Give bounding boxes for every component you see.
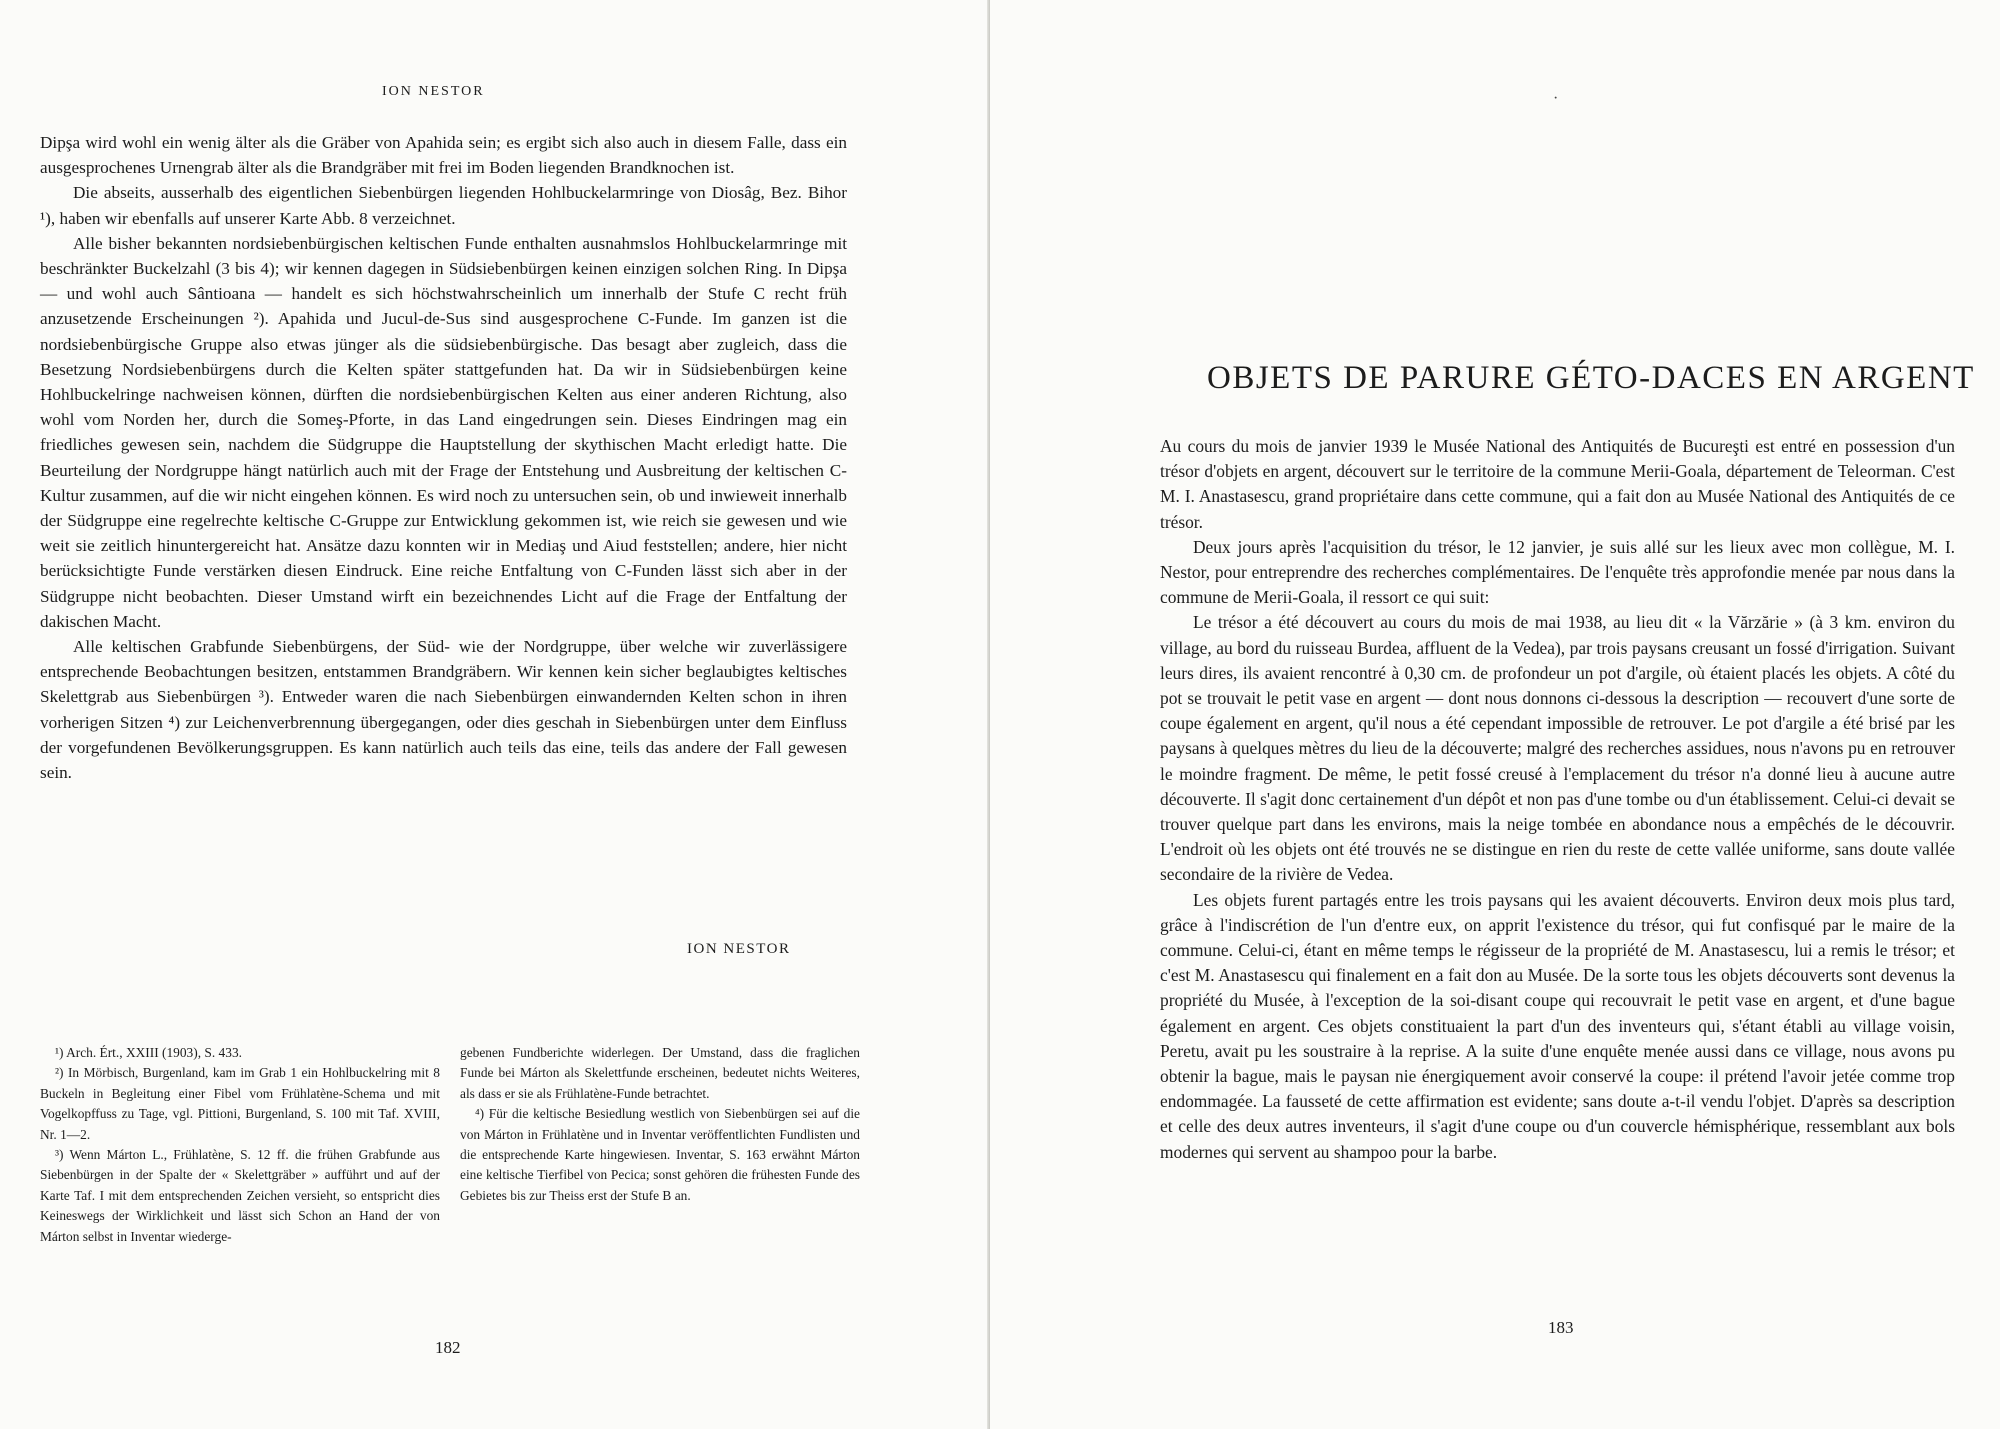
paragraph: Die abseits, ausserhalb des eigentlichen Siebenbürgen liegenden Hohlbuckelarmringe von Diosâg, Bez. Bihor ¹), haben wir ebenfalls auf unserer Karte Abb. 8 verzeichnet. (40, 183, 847, 228)
paragraph: Dipşa wird wohl ein wenig älter als die Gräber von Apahida sein; es ergibt sich also auch in diesem Falle, dass ein ausgesprochenes Urnengrab älter als die Brandgräber mit frei im Boden liegenden Brandknochen ist. (40, 133, 847, 178)
right-page (990, 0, 2000, 1429)
footnote: gebenen Fundberichte widerlegen. Der Umstand, dass die fraglichen Funde bei Márton als Skelettfunde erscheinen, bedeutet nichts Weiteres, als dass er sie als Frühlatène-Funde betrachtet. (460, 1045, 860, 1101)
paragraph: Alle bisher bekannten nordsiebenbürgischen keltischen Funde enthalten ausnahmslos Hohlbuckelarmringe mit beschränkter Buckelzahl (3 bis 4); wir kennen dagegen in Südsiebenbürgen keinen einzigen solchen Ring. In Dipşa — und wohl auch Sântioana — handelt es sich höchstwahrscheinlich um innerhalb der Stufe C recht früh anzusetzende Erscheinungen ²). Apahida und Jucul-de-Sus sind ausgesprochene C-Funde. Im ganzen ist die nordsiebenbürgische Gruppe also etwas jünger als die südsiebenbürgische. Das besagt aber zugleich, dass die Besetzung Nordsiebenbürgens durch die Kelten später stattgefunden hat. Da wir in Südsiebenbürgen keine Hohlbuckelringe nachweisen können, dürften die nordsiebenbürgischen Kelten aus einer anderen Richtung, also wohl vom Norden her, durch die Someş-Pforte, in das Land eingedrungen sein. Dieses Eindringen mag ein friedliches gewesen sein, nachdem die Südgruppe die Hauptstellung der skythischen Macht erledigt hatte. Die Beurteilung der Nordgruppe hängt natürlich auch mit der Frage der Entstehung und Ausbreitung der keltischen C-Kultur zusammen, auf die wir nicht eingehen können. Es wird noch zu untersuchen sein, ob und inwieweit innerhalb der Südgruppe eine regelrechte keltische C-Gruppe zur Entwicklung gekommen ist, wie reich sie gewesen und wie weit sie zeitlich hinuntergereicht hat. Ansätze dazu konnten wir in Mediaş und Aiud feststellen; andere, hier nicht berücksichtigte Funde verstärken diesen Eindruck. Eine reiche Entfaltung von C-Funden lässt sich aber in der Südgruppe nicht beobachten. Dieser Umstand wirft ein bezeichnendes Licht auf die Frage der Entfaltung der dakischen Macht. (40, 233, 847, 631)
paragraph: Le trésor a été découvert au cours du mois de mai 1938, au lieu dit « la Vărzărie » (à 3 km. environ du village, au bord du ruisseau Burdea, affluent de la Vedea), par trois paysans creusant un fossé d'irrigation. Suivant leurs dires, ils avaient rencontré à 0,30 cm. de profondeur un pot d'argile, où étaient placés les objets. A côté du pot se trouvait le petit vase en argent — dont nous donnons ci-dessous la description — recouvert d'une sorte de coupe également en argent, qu'il nous a été cependant impossible de retrouver. Le pot d'argile a été brisé par les paysans à quelques mètres du lieu de la découverte; malgré des recherches assidues, nous n'avons pu en retrouver le moindre fragment. De même, le petit fossé creusé à l'emplacement du trésor n'a donné lieu à aucune autre découverte. Il s'agit donc certainement d'un dépôt et non pas d'une tombe ou d'un établissement. Celui-ci devait se trouver quelque part dans les environs, mais la neige tombée en abondance nous a empêchés de le découvrir. L'endroit où les objets ont été trouvés ne se distingue en rien du reste de cette vallée uniforme, sans doute vallée secondaire de la rivière de Vedea. (1160, 612, 1955, 885)
paragraph: Deux jours après l'acquisition du trésor, le 12 janvier, je suis allé sur les lieux avec mon collègue, M. I. Nestor, pour entreprendre des recherches complémentaires. De l'enquête très approfondie menée par nous dans la commune de Merii-Goala, il ressort ce qui suit: (1160, 536, 1955, 608)
footnotes-column-1 (40, 1043, 440, 1247)
paragraph: Au cours du mois de janvier 1939 le Musée National des Antiquités de Bucureşti est entré en possession d'un trésor d'objets en argent, découvert sur le territoire de la commune Merii-Goala, département de Teleorman. C'est M. I. Anastasescu, grand propriétaire dans cette commune, qui a fait don au Musée National des Antiquités de ce trésor. (1160, 436, 1955, 532)
running-head: ION NESTOR (382, 84, 485, 99)
footnotes-column-2 (460, 1043, 860, 1206)
left-body-text (40, 130, 847, 785)
footnote: ⁴) Für die keltische Besiedlung westlich von Siebenbürgen sei auf die von Márton in Frühlatène und in Inventar veröffentlichten Fundlisten und die entsprechende Karte hingewiesen. Inventar, S. 163 erwähnt Márton eine keltische Tierfibel von Pecica; sonst gehören die frühesten Funde des Gebietes bis zur Theiss erst der Stufe B an. (460, 1106, 860, 1203)
footnote: ²) In Mörbisch, Burgenland, kam im Grab 1 ein Hohlbuckelring mit 8 Buckeln in Begleitung einer Fibel vom Frühlatène-Schema und mit Vogelkopffuss zu Tage, vgl. Pittioni, Burgenland, S. 100 mit Taf. XVIII, Nr. 1—2. (40, 1065, 440, 1142)
footnote: ¹) Arch. Ért., XXIII (1903), S. 433. (55, 1045, 242, 1060)
author-signature: ION NESTOR (687, 941, 791, 957)
speck: · (1553, 90, 1559, 107)
page-number-right: 183 (1548, 1318, 1574, 1337)
footnote: ³) Wenn Márton L., Frühlatène, S. 12 ff. die frühen Grabfunde aus Siebenbürgen in der Spalte der « Skelettgräber » aufführt und auf der Karte Taf. I mit dem entsprechenden Zeichen versieht, so entspricht dies Keineswegs der Wirklichkeit und lässt sich Schon an Hand der von Márton selbst in Inventar wiederge- (40, 1147, 440, 1244)
left-page (0, 0, 990, 1429)
paragraph: Les objets furent partagés entre les trois paysans qui les avaient découverts. Environ deux mois plus tard, grâce à l'indiscrétion de l'un d'entre eux, on apprit l'existence du trésor, qui fut confisqué par le maire de la commune. Celui-ci, étant en même temps le régisseur de la propriété de M. Anastasescu, lui a remis le trésor; et c'est M. Anastasescu qui finalement en a fait don au Musée. De la sorte tous les objets découverts sont devenus la propriété du Musée, à l'exception de la soi-disant coupe qui recouvrait le petit vase en argent, et d'une bague également en argent. Ces objets constituaient la part d'un des inventeurs qui, s'étant établi au village voisin, Peretu, avait pu les soustraire à la reprise. A la suite d'une enquête menée aussi dans ce village, nous avons pu obtenir la bague, mais le paysan nie énergiquement avoir conservé la coupe: il prétend l'avoir jetée comme trop endommagée. La fausseté de cette affirmation est evidente; sans doute a-t-il vendu l'objet. D'après sa description et celle des deux autres inventeurs, il s'agit d'une coupe ou d'un couvercle hémisphérique, ressemblant aux bols modernes qui servent au shampoo pour la barbe. (1160, 889, 1955, 1162)
page-number-left: 182 (435, 1338, 461, 1357)
article-title: OBJETS DE PARURE GÉTO-DACES EN ARGENT (1207, 360, 1975, 396)
right-body-text (1160, 434, 1955, 1165)
paragraph: Alle keltischen Grabfunde Siebenbürgens, der Süd- wie der Nordgruppe, über welche wir zuverlässigere entsprechende Beobachtungen besitzen, entstammen Brandgräbern. Wir kennen kein sicher beglaubigtes keltisches Skelettgrab aus Siebenbürgen ³). Entweder waren die nach Siebenbürgen einwandernden Kelten schon in ihren vorherigen Sitzen ⁴) zur Leichenverbrennung übergegangen, oder dies geschah in Siebenbürgen unter dem Einfluss der vorgefundenen Bevölkerungsgruppen. Es kann natürlich auch teils das eine, teils das andere der Fall gewesen sein. (40, 637, 847, 783)
